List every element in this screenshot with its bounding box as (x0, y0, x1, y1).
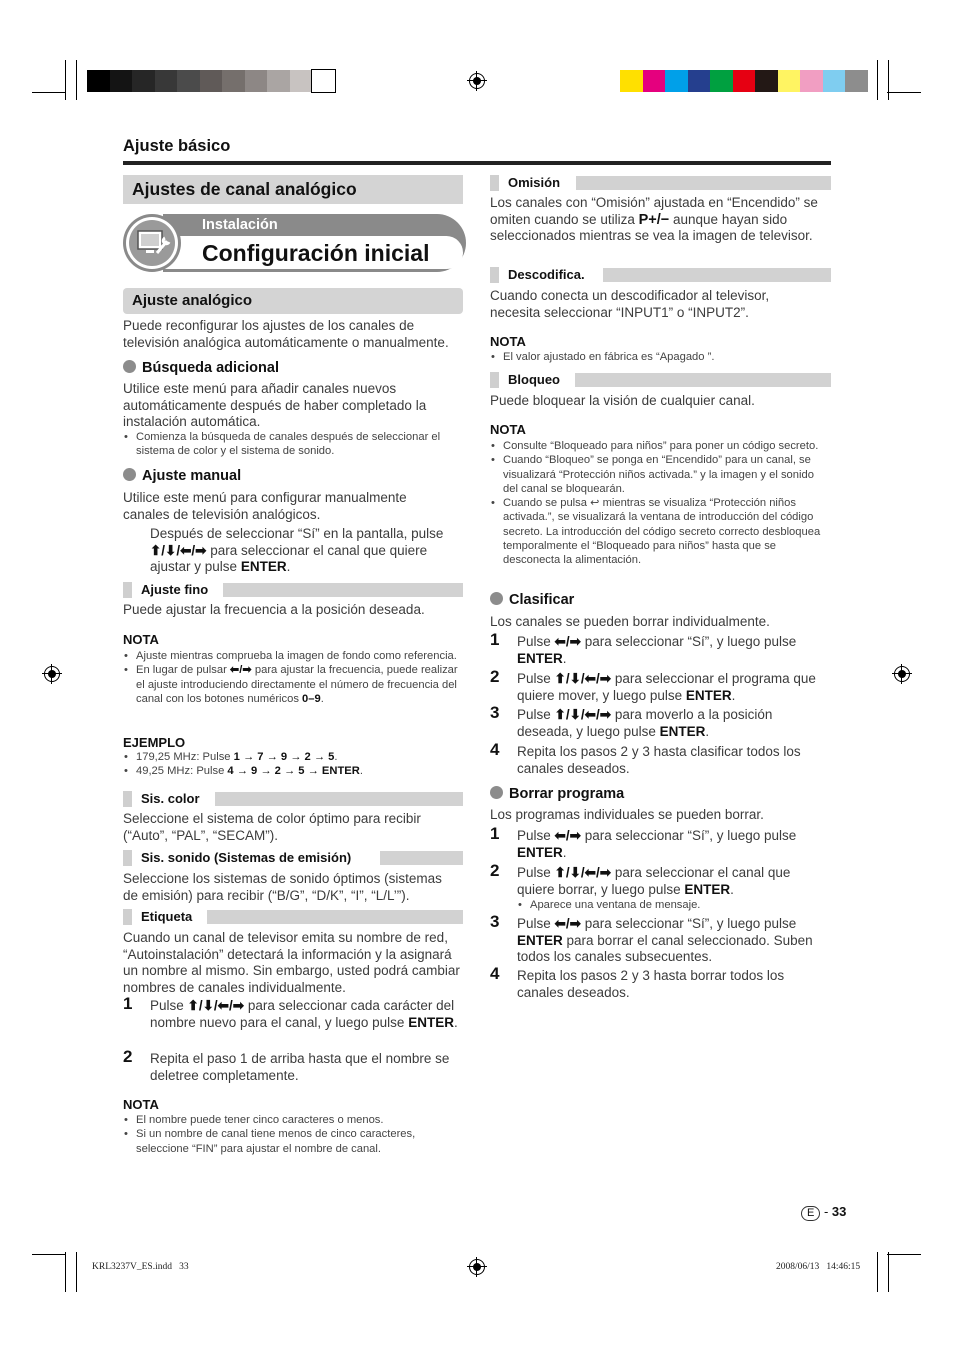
ajuste-fino-header: Ajuste fino (123, 582, 463, 598)
busqueda-heading: Búsqueda adicional (123, 360, 279, 376)
nota-label: NOTA (490, 422, 526, 437)
etiqueta-step-1: 1 Pulse ⬆/⬇/⬅/➡ para seleccionar cada carácter del nombre nuevo para el canal, y luego pulse ENTER. (123, 994, 458, 1030)
calibration-swatch (778, 70, 801, 92)
registration-mark-icon (469, 73, 485, 89)
calibration-swatch (620, 70, 643, 92)
color-text: Seleccione el sistema de color óptimo para recibir (“Auto”, “PAL”, “SECAM”). (123, 811, 421, 843)
ejemplo-list: • 179,25 MHz: Pulse 1 → 7 → 9 → 2 → 5. • 49,25 MHz: Pulse 4 → 9 → 2 → 5 → ENTER. (123, 750, 463, 779)
calibration-swatch (267, 70, 290, 92)
ajuste-analogico-label: Ajuste analógico (132, 292, 253, 309)
sonido-text: Seleccione los sistemas de sonido óptimos (sistemas de emisión) para recibir (“B/G”, “D/K”, “I”, “L/L’”). (123, 871, 442, 903)
page-title: Configuración inicial (202, 240, 430, 266)
clasificar-text: Los canales se pueden borrar individualmente. (490, 614, 770, 629)
borrar-step-1: 1 Pulse ⬅/➡ para seleccionar “Sí”, y luego pulse ENTER. (490, 824, 797, 860)
calibration-swatch (177, 70, 200, 92)
clasificar-step-3: 3 Pulse ⬆/⬇/⬅/➡ para moverlo a la posición deseada, y luego pulse ENTER. (490, 703, 773, 739)
arrow-keys-icon: ⬆/⬇/⬅/➡ (554, 865, 612, 880)
etiqueta-step-2: 2 Repita el paso 1 de arriba hasta que el nombre se deletree completamente. (123, 1047, 450, 1083)
calibration-swatch (710, 70, 733, 92)
page-number: E - 33 (801, 1204, 846, 1221)
etiqueta-text: Cuando un canal de televisor emita su nombre de red, “Autoinstalación” detectará la información y la asignará un nombre al mismo. Sin embargo, usted podrá cambiar nombres de canales individualmente. (123, 930, 460, 995)
clasificar-step-4: 4 Repita los pasos 2 y 3 hasta clasificar todos los canales deseados. (490, 740, 801, 776)
borrar-heading: Borrar programa (490, 786, 624, 802)
arrow-keys-icon: ⬆/⬇/⬅/➡ (150, 542, 207, 558)
banner-subtitle: Instalación (202, 217, 278, 233)
registration-mark-icon (44, 666, 60, 682)
calibration-swatch (800, 70, 823, 92)
nota-label: NOTA (490, 334, 526, 349)
nota-label: NOTA (123, 1097, 159, 1112)
fino-text: Puede ajustar la frecuencia a la posición deseada. (123, 602, 425, 617)
intro-text: Puede reconfigurar los ajustes de los canales de televisión analógica automáticamente o manualmente. (123, 318, 449, 350)
calibration-swatch (733, 70, 756, 92)
calibration-swatch (87, 70, 110, 92)
busqueda-note: • Comienza la búsqueda de canales después de seleccionar el sistema de color y el sistema de sonido. (123, 430, 476, 459)
ejemplo-label: EJEMPLO (123, 735, 186, 750)
config-banner (123, 214, 466, 272)
manual-instructions: Después de seleccionar “Sí” en la pantalla, pulse ⬆/⬇/⬅/➡ para seleccionar el canal que quiere ajustar y pulse ENTER. (150, 526, 444, 574)
sis-color-header: Sis. color (123, 791, 463, 807)
etiqueta-notes: • El nombre puede tener cinco caracteres o menos. • Si un nombre de canal tiene menos de cinco caracteres, seleccione “FIN” para ajustar el nombre de canal. (123, 1113, 463, 1156)
calibration-swatch (290, 70, 313, 92)
arrow-keys-icon: ⬅/➡ (554, 916, 581, 931)
borrar-step-4: 4 Repita los pasos 2 y 3 hasta borrar todos los canales deseados. (490, 964, 785, 1000)
bloqueo-notes: • Consulte “Bloqueado para niños” para poner un código secreto. • Cuando “Bloqueo” se ponga en “Encendido” para un canal, se visualizará “Protección niños activada.” y la imagen y el sonido del canal se bloquearán. • Cuando se pulsa ↩ mientras se visualiza “Protección niños activada.”, se visualizará la ventana de introducción del código secreto. La introducción del código secreto correcto desbloquea temporalmente el “Bloqueado para niños” hasta que se desconecta la alimentación. (490, 439, 826, 568)
descodifica-text: Cuando conecta un descodificador al televisor, necesita seleccionar “INPUT1” o “INPUT2”. (490, 288, 770, 320)
fino-notes: • Ajuste mientras comprueba la imagen de fondo como referencia. • En lugar de pulsar ⬅/➡ para ajustar la frecuencia, puede realizar el ajuste introduciendo directamente el número de frecuencia del canal con los botones numéricos 0–9. (123, 649, 463, 706)
calibration-swatch (155, 70, 178, 92)
arrow-keys-icon: ⬅/➡ (554, 634, 581, 649)
calibration-swatch (755, 70, 778, 92)
calibration-swatch (823, 70, 846, 92)
clasificar-step-1: 1 Pulse ⬅/➡ para seleccionar “Sí”, y luego pulse ENTER. (490, 630, 797, 666)
borrar-step-3: 3 Pulse ⬅/➡ para seleccionar “Sí”, y luego pulse ENTER para borrar el canal seleccionado. Suben todos los canales subsecuentes. (490, 912, 813, 964)
calibration-swatch (643, 70, 666, 92)
sis-sonido-header: Sis. sonido (Sistemas de emisión) (123, 850, 463, 866)
bullet-icon (490, 592, 503, 605)
omision-text: Los canales con “Omisión” ajustada en “Encendido” se omiten cuando se utiliza P+/− aunque hayan sido seleccionados mientras se vea la imagen de televisor. (490, 195, 818, 243)
language-badge: E (801, 1206, 820, 1221)
title-bar (123, 175, 463, 204)
arrow-keys-icon: ⬅/➡ (554, 828, 581, 843)
bullet-icon (123, 360, 136, 373)
ajuste-analogico-bar (123, 288, 463, 314)
print-date: 2008/06/13 14:46:15 (776, 1262, 861, 1272)
arrow-keys-icon: ⬆/⬇/⬅/➡ (554, 707, 612, 722)
nota-label: NOTA (123, 632, 159, 647)
calibration-swatch (222, 70, 245, 92)
calibration-swatch (110, 70, 133, 92)
manual-heading: Ajuste manual (123, 468, 241, 484)
arrow-keys-icon: ⬅/➡ (229, 664, 252, 677)
etiqueta-header: Etiqueta (123, 909, 463, 925)
clasificar-heading: Clasificar (490, 592, 574, 608)
calibration-swatch (312, 70, 335, 92)
bloqueo-text: Puede bloquear la visión de cualquier canal. (490, 393, 755, 408)
clasificar-step-2: 2 Pulse ⬆/⬇/⬅/➡ para seleccionar el programa que quiere mover, y luego pulse ENTER. (490, 667, 816, 703)
borrar-text: Los programas individuales se pueden borrar. (490, 807, 764, 822)
descodifica-header: Descodifica. (490, 267, 831, 283)
title-bar-text: Ajustes de canal analógico (132, 179, 357, 199)
bullet-icon (490, 786, 503, 799)
bloqueo-header: Bloqueo (490, 372, 831, 388)
borrar-step-2: 2 Pulse ⬆/⬇/⬅/➡ para seleccionar el canal que quiere borrar, y luego pulse ENTER. • Aparece una ventana de mensaje. (490, 865, 830, 912)
registration-mark-icon (469, 1259, 485, 1275)
calibration-swatch (132, 70, 155, 92)
calibration-swatch (688, 70, 711, 92)
section-header: Ajuste básico (123, 137, 231, 155)
tv-wrench-icon (135, 227, 171, 259)
arrow-keys-icon: ⬆/⬇/⬅/➡ (554, 671, 612, 686)
arrow-keys-icon: ⬆/⬇/⬅/➡ (187, 998, 245, 1013)
bullet-icon (123, 468, 136, 481)
registration-mark-icon (894, 666, 910, 682)
file-info: KRL3237V_ES.indd 33 (92, 1262, 189, 1272)
calibration-swatch (845, 70, 868, 92)
descodifica-notes: • El valor ajustado en fábrica es “Apagado ”. (490, 350, 830, 364)
header-rule (123, 161, 831, 165)
manual-text: Utilice este menú para configurar manualmente canales de televisión analógicos. (123, 490, 407, 522)
calibration-swatch (200, 70, 223, 92)
busqueda-text: Utilice este menú para añadir canales nuevos automáticamente después de haber completado la instalación automática. (123, 381, 427, 429)
calibration-swatch (665, 70, 688, 92)
omision-header: Omisión (490, 175, 831, 191)
return-icon: ↩ (590, 497, 600, 510)
calibration-swatch (245, 70, 268, 92)
